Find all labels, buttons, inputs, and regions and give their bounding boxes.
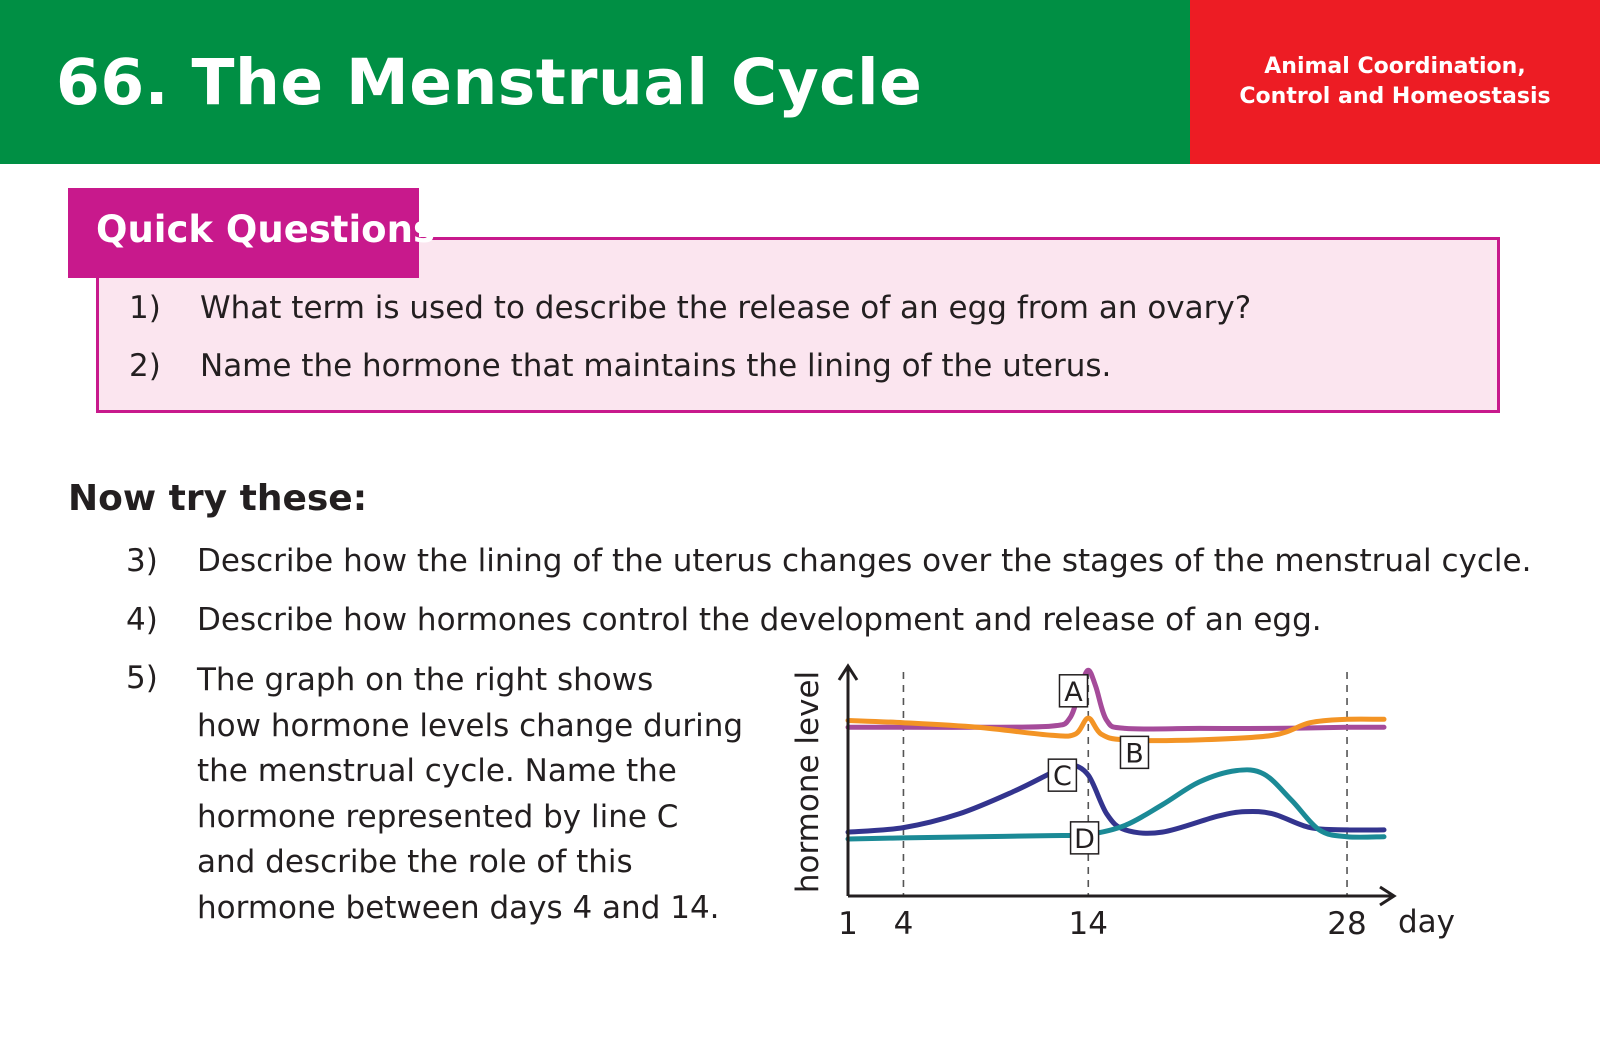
series-a-line	[848, 670, 1384, 729]
quick-questions-heading: Quick Questions	[68, 188, 419, 278]
question-5-line: hormone between days 4 and 14.	[197, 889, 720, 926]
question-5-line: The graph on the right shows	[197, 662, 654, 698]
topic-line-1: Animal Coordination,	[1264, 54, 1526, 79]
topic-line-2: Control and Homeostasis	[1239, 84, 1551, 109]
series-d-label	[1071, 822, 1099, 855]
question-5-text	[197, 658, 757, 931]
question-5-line: hormone represented by line C	[197, 798, 679, 835]
y-axis-label: hormone level	[790, 670, 826, 894]
question-text: What term is used to describe the release of an egg from an ovary?	[200, 290, 1252, 326]
question-number: 1)	[129, 290, 161, 326]
question-5-line: and describe the role of this	[197, 844, 633, 880]
question-number: 2)	[129, 348, 161, 384]
series-label-text: A	[1064, 676, 1083, 708]
topic-badge	[1190, 0, 1600, 164]
hormone-level-chart	[780, 660, 1460, 960]
series-label-text: D	[1074, 823, 1095, 855]
question-text: Name the hormone that maintains the lining of the uterus.	[200, 348, 1112, 384]
x-axis-label: day	[1398, 904, 1456, 940]
now-try-heading: Now try these:	[68, 478, 368, 519]
series-label-text: C	[1052, 761, 1072, 793]
series-a-label	[1059, 675, 1087, 708]
x-tick-label: 14	[1068, 906, 1109, 942]
header-bar	[0, 0, 1600, 164]
series-b-label	[1120, 736, 1148, 769]
question-5-line: how hormone levels change during	[197, 707, 744, 744]
question-number: 3)	[126, 543, 158, 579]
question-text: Describe how hormones control the development and release of an egg.	[197, 602, 1322, 638]
question-text: Describe how the lining of the uterus changes over the stages of the menstrual cycle.	[197, 543, 1532, 579]
series-label-text: B	[1125, 738, 1144, 770]
question-number: 4)	[126, 602, 158, 638]
series-c-label	[1048, 759, 1076, 792]
question-number: 5)	[126, 660, 158, 696]
question-5-line: the menstrual cycle. Name the	[197, 753, 677, 789]
x-tick-label: 28	[1327, 906, 1367, 942]
page-title: 66. The Menstrual Cycle	[56, 46, 923, 119]
header-title-panel	[0, 0, 1190, 164]
x-tick-label: 4	[893, 906, 914, 942]
series-d-line	[848, 770, 1384, 839]
series-c-line	[848, 765, 1384, 833]
x-tick-label: 1	[838, 906, 858, 942]
